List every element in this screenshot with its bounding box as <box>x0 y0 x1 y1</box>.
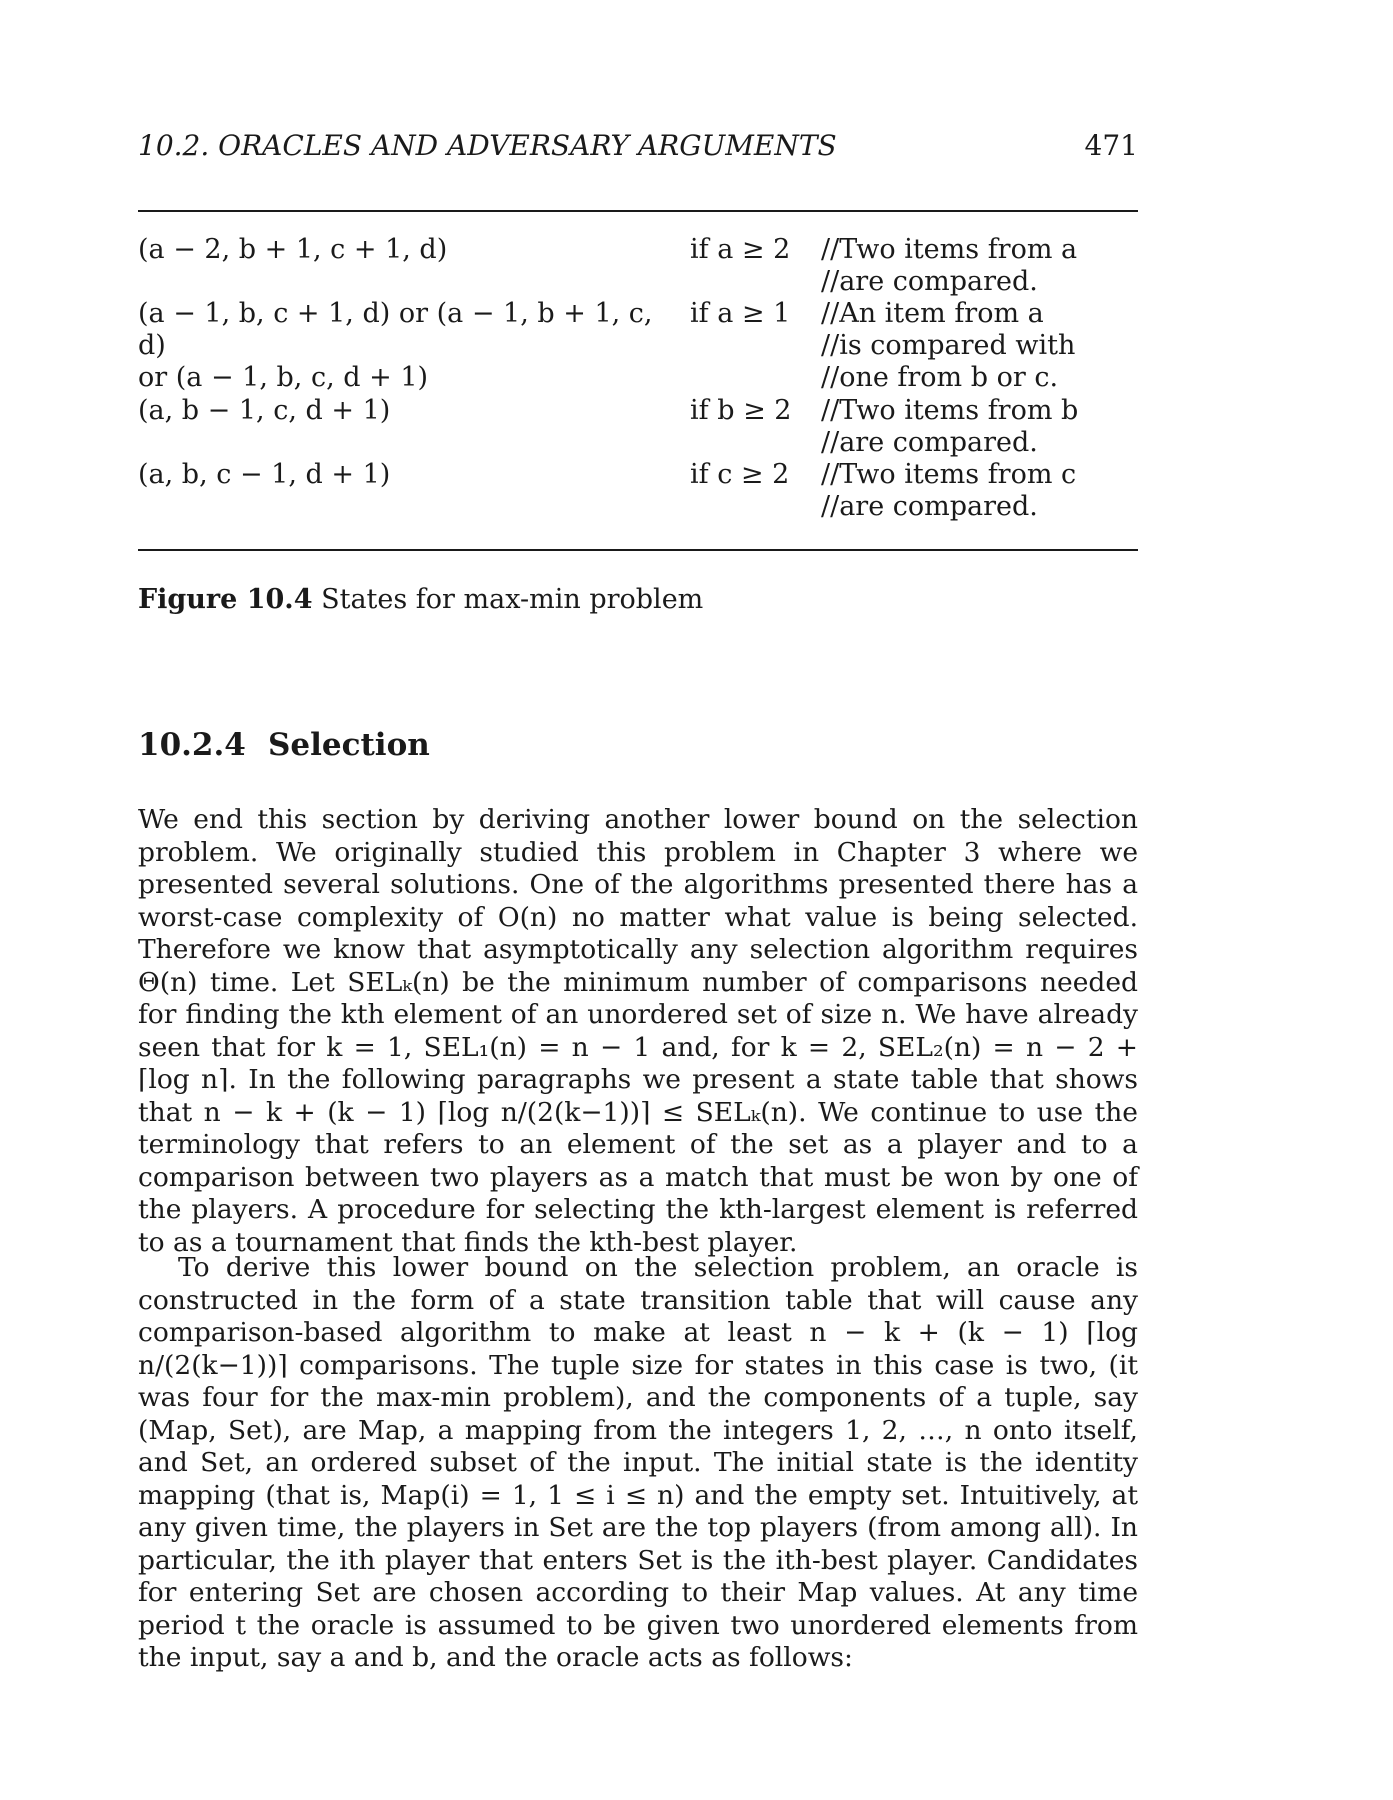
figure-label: Figure 10.4 <box>138 584 313 615</box>
state-cell: (a − 2, b + 1, c + 1, d) <box>138 234 448 265</box>
condition-cell: if c ≥ 2 <box>690 459 790 490</box>
comment-cell: //Two items from a //are compared. <box>821 234 1078 297</box>
table-row <box>138 234 1138 298</box>
figure-caption <box>138 582 703 618</box>
condition-cell: if b ≥ 2 <box>690 395 792 426</box>
state-cell: (a, b, c − 1, d + 1) <box>138 459 391 490</box>
running-title: 10.2. ORACLES AND ADVERSARY ARGUMENTS <box>138 129 837 162</box>
body-paragraph: To derive this lower bound on the selection problem, an oracle is constructed in the form of a state transition table that will cause any comparison-based algorithm to make at least n − k + (k − 1) ⌈log n/(2(k−1))⌉ comparisons. The tuple size for states in this case is two, (it was four for the max-min problem), and the components of a tuple, say (Map, Set), are Map, a mapping from the integers 1, 2, …, n onto itself, and Set, an ordered subset of the input. The initial state is the identity mapping (that is, Map(i) = 1, 1 ≤ i ≤ n) and the empty set. Intuitively, at any given time, the players in Set are the top players (from among all). In particular, the ith player that enters Set is the ith-best player. Candidates for entering Set are chosen according to their Map values. At any time period t the oracle is assumed to be given two unordered elements from the input, say a and b, and the oracle acts as follows: <box>138 1252 1138 1673</box>
comment-cell: //An item from a //is compared with //one from b or c. <box>821 298 1076 393</box>
page-number: 471 <box>1084 129 1138 162</box>
section-title: Selection <box>268 727 430 763</box>
table-top-rule <box>138 210 1138 212</box>
table-row <box>138 459 1138 523</box>
table-bottom-rule <box>138 549 1138 551</box>
condition-cell: if a ≥ 2 <box>690 234 791 265</box>
comment-cell: //Two items from b //are compared. <box>821 395 1079 458</box>
section-heading <box>138 725 430 765</box>
body-paragraph: We end this section by deriving another lower bound on the selection problem. We originally studied this problem in Chapter 3 where we presented several solutions. One of the algorithms presented there has a worst-case complexity of O(n) no matter what value is being selected. Therefore we know that asymptotically any selection algorithm requires Θ(n) time. Let SELₖ(n) be the minimum number of comparisons needed for finding the kth element of an unordered set of size n. We have already seen that for k = 1, SEL₁(n) = n − 1 and, for k = 2, SEL₂(n) = n − 2 + ⌈log n⌉. In the following paragraphs we present a state table that shows that n − k + (k − 1) ⌈log n/(2(k−1))⌉ ≤ SELₖ(n). We continue to use the terminology that refers to an element of the set as a player and to a comparison between two players as a match that must be won by one of the players. A procedure for selecting the kth-largest element is referred to as a tournament that finds the kth-best player. <box>138 804 1138 1258</box>
condition-cell: if a ≥ 1 <box>690 298 791 329</box>
comment-cell: //Two items from c //are compared. <box>821 459 1077 522</box>
section-number: 10.2.4 <box>138 727 246 763</box>
table-row <box>138 395 1138 459</box>
state-cell: (a, b − 1, c, d + 1) <box>138 395 391 426</box>
state-cell: (a − 1, b, c + 1, d) or (a − 1, b + 1, c, d) or (a − 1, b, c, d + 1) <box>138 298 653 393</box>
table-row <box>138 298 1138 394</box>
figure-caption-text: States for max-min problem <box>321 584 704 615</box>
running-head <box>138 126 1138 166</box>
